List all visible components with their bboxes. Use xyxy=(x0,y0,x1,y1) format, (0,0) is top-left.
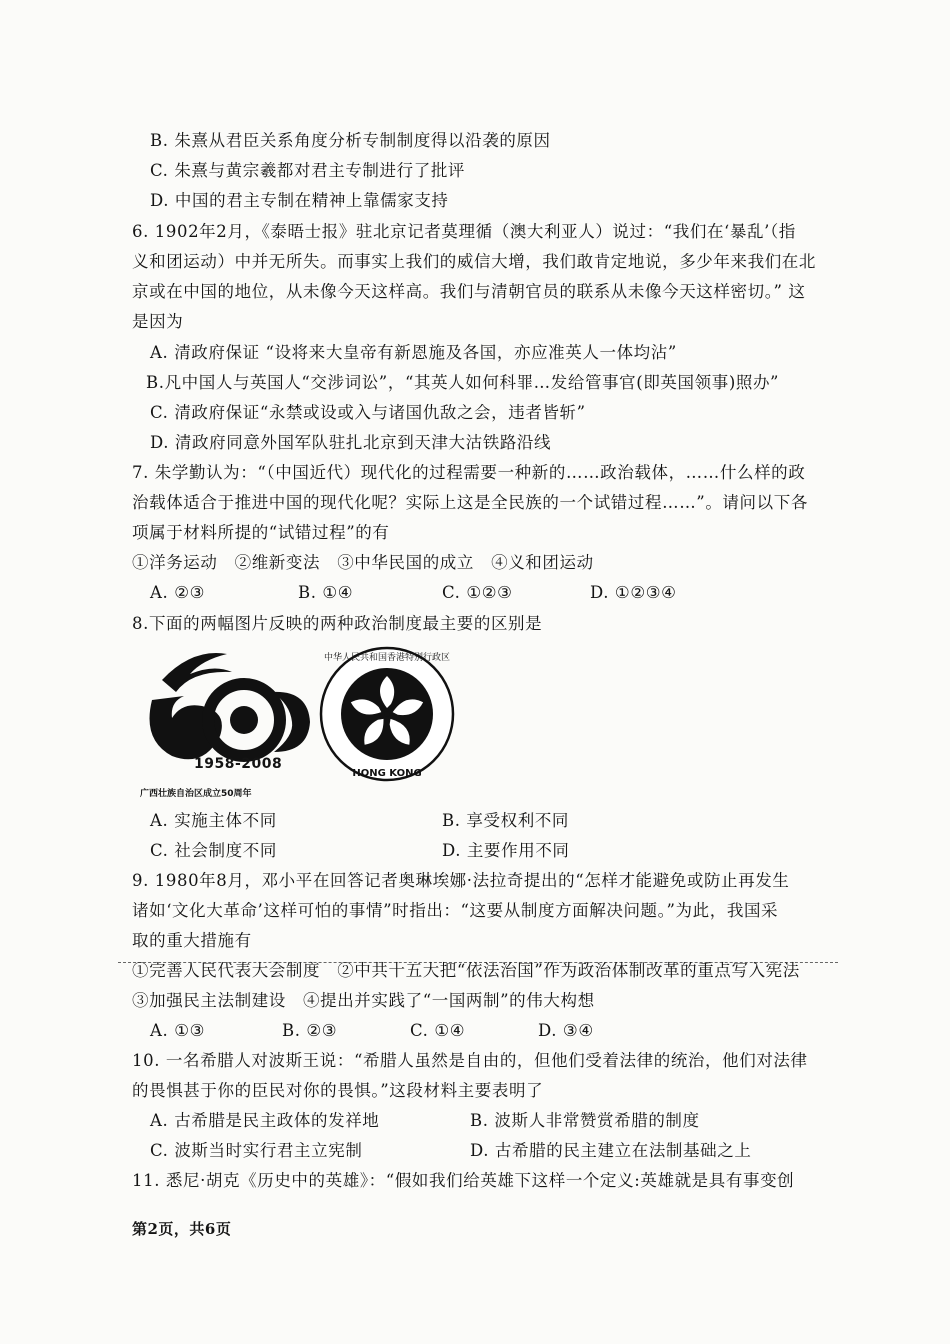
guangxi-50th-logo xyxy=(132,640,312,802)
q10-stem-line1: 10. 一名希腊人对波斯王说：“希腊人虽然是自由的，但他们受着法律的统治，他们对法律 xyxy=(132,1051,808,1070)
q8-images xyxy=(132,640,462,802)
q7-stem-line1: 7. 朱学勤认为：“（中国近代）现代化的过程需要一种新的……政治载体，……什么样的政 xyxy=(132,463,806,482)
q8-option-b: B. 享受权利不同 xyxy=(442,811,570,830)
q6-option-a: A. 清政府保证 “设将来大皇帝有新恩施及各国，亦应准英人一体均沾” xyxy=(150,343,677,362)
q11-stem-line1: 11. 悉尼·胡克《历史中的英雄》：“假如我们给英雄下这样一个定义:英雄就是具有事变创 xyxy=(132,1171,795,1190)
q7-stem-line3: 项属于材料所提的“试错过程”的有 xyxy=(132,523,390,542)
q10-option-c: C. 波斯当时实行君主立宪制 xyxy=(150,1141,363,1160)
logo-caption: 广西壮族自治区成立50周年 xyxy=(140,789,252,799)
q9-stem-line1: 9. 1980年8月，邓小平在回答记者奥琳埃娜·法拉奇提出的“怎样才能避免或防止再发生 xyxy=(132,871,790,890)
q8-option-d: D. 主要作用不同 xyxy=(442,841,570,860)
hk-regional-seal xyxy=(312,640,462,802)
logo-50-graphic xyxy=(132,640,312,802)
seal-bottom-text: HONG KONG xyxy=(352,768,422,779)
q6-option-b: B.凡中国人与英国人“交涉词讼”，“其英人如何科罪…发给管事官(即英国领事)照办” xyxy=(146,373,780,392)
q9-option-d: D. ③④ xyxy=(538,1021,594,1040)
q9-option-a: A. ①③ xyxy=(150,1021,205,1040)
q6-stem-line2: 义和团运动）中并无所失。而事实上我们的威信大增，我们敢肯定地说，多少年来我们在北 xyxy=(132,252,816,271)
page-footer: 第2页，共6页 xyxy=(132,1220,232,1238)
q7-option-a: A. ②③ xyxy=(150,583,205,602)
q9-stem-line3: 取的重大措施有 xyxy=(132,931,252,950)
q10-option-a: A. 古希腊是民主政体的发祥地 xyxy=(150,1111,380,1130)
q7-option-d: D. ①②③④ xyxy=(590,583,677,602)
q8-stem: 8.下面的两幅图片反映的两种政治制度最主要的区别是 xyxy=(132,614,543,633)
q8-option-a: A. 实施主体不同 xyxy=(150,811,277,830)
q7-option-c: C. ①②③ xyxy=(442,583,513,602)
seal-top-text: 中华人民共和国香港特别行政区 xyxy=(323,653,451,663)
q6-stem-line4: 是因为 xyxy=(132,312,184,331)
q10-stem-line2: 的畏惧甚于你的臣民对你的畏惧。”这段材料主要表明了 xyxy=(132,1081,544,1100)
q9-stem-line2: 诸如‘文化大革命’这样可怕的事情”时指出：“这要从制度方面解决问题。”为此，我国采 xyxy=(132,901,779,920)
q7-stem-line2: 治载体适合于推进中国的现代化呢？实际上这是全民族的一个试错过程……”。请问以下各 xyxy=(132,493,808,512)
q9-option-c: C. ①④ xyxy=(410,1021,466,1040)
q10-option-b: B. 波斯人非常赞赏希腊的制度 xyxy=(470,1111,700,1130)
q9-items-line2: ③加强民主法制建设 ④提出并实践了“一国两制”的伟大构想 xyxy=(132,991,595,1010)
q8-option-c: C. 社会制度不同 xyxy=(150,841,277,860)
q6-option-d: D. 清政府同意外国军队驻扎北京到天津大沽铁路沿线 xyxy=(150,433,552,452)
q6-option-c: C. 清政府保证“永禁或设或入与诸国仇敌之会，违者皆斩” xyxy=(150,403,586,422)
q5-option-b: B. 朱熹从君臣关系角度分析专制制度得以沿袭的原因 xyxy=(150,131,551,150)
q5-option-d: D. 中国的君主专制在精神上靠儒家支持 xyxy=(150,191,449,210)
q10-option-d: D. 古希腊的民主建立在法制基础之上 xyxy=(470,1141,752,1160)
bauhinia-seal-icon xyxy=(312,640,462,802)
q7-items: ①洋务运动 ②维新变法 ③中华民国的成立 ④义和团运动 xyxy=(132,553,594,572)
q6-stem-line1: 6. 1902年2月，《泰晤士报》驻北京记者莫理循（澳大利亚人）说过：“我们在‘暴乱’（指 xyxy=(132,222,796,241)
q5-option-c: C. 朱熹与黄宗羲都对君主专制进行了批评 xyxy=(150,161,466,180)
q6-stem-line3: 京或在中国的地位，从未像今天这样高。我们与清朝官员的联系从未像今天这样密切。” 这 xyxy=(132,282,806,301)
q9-items-line1: ①完善人民代表大会制度 ②中共十五大把“依法治国”作为政治体制改革的重点写入宪法 xyxy=(132,961,800,980)
q9-option-b: B. ②③ xyxy=(282,1021,338,1040)
logo-year: 1958-2008 xyxy=(194,756,283,772)
q7-option-b: B. ①④ xyxy=(298,583,354,602)
